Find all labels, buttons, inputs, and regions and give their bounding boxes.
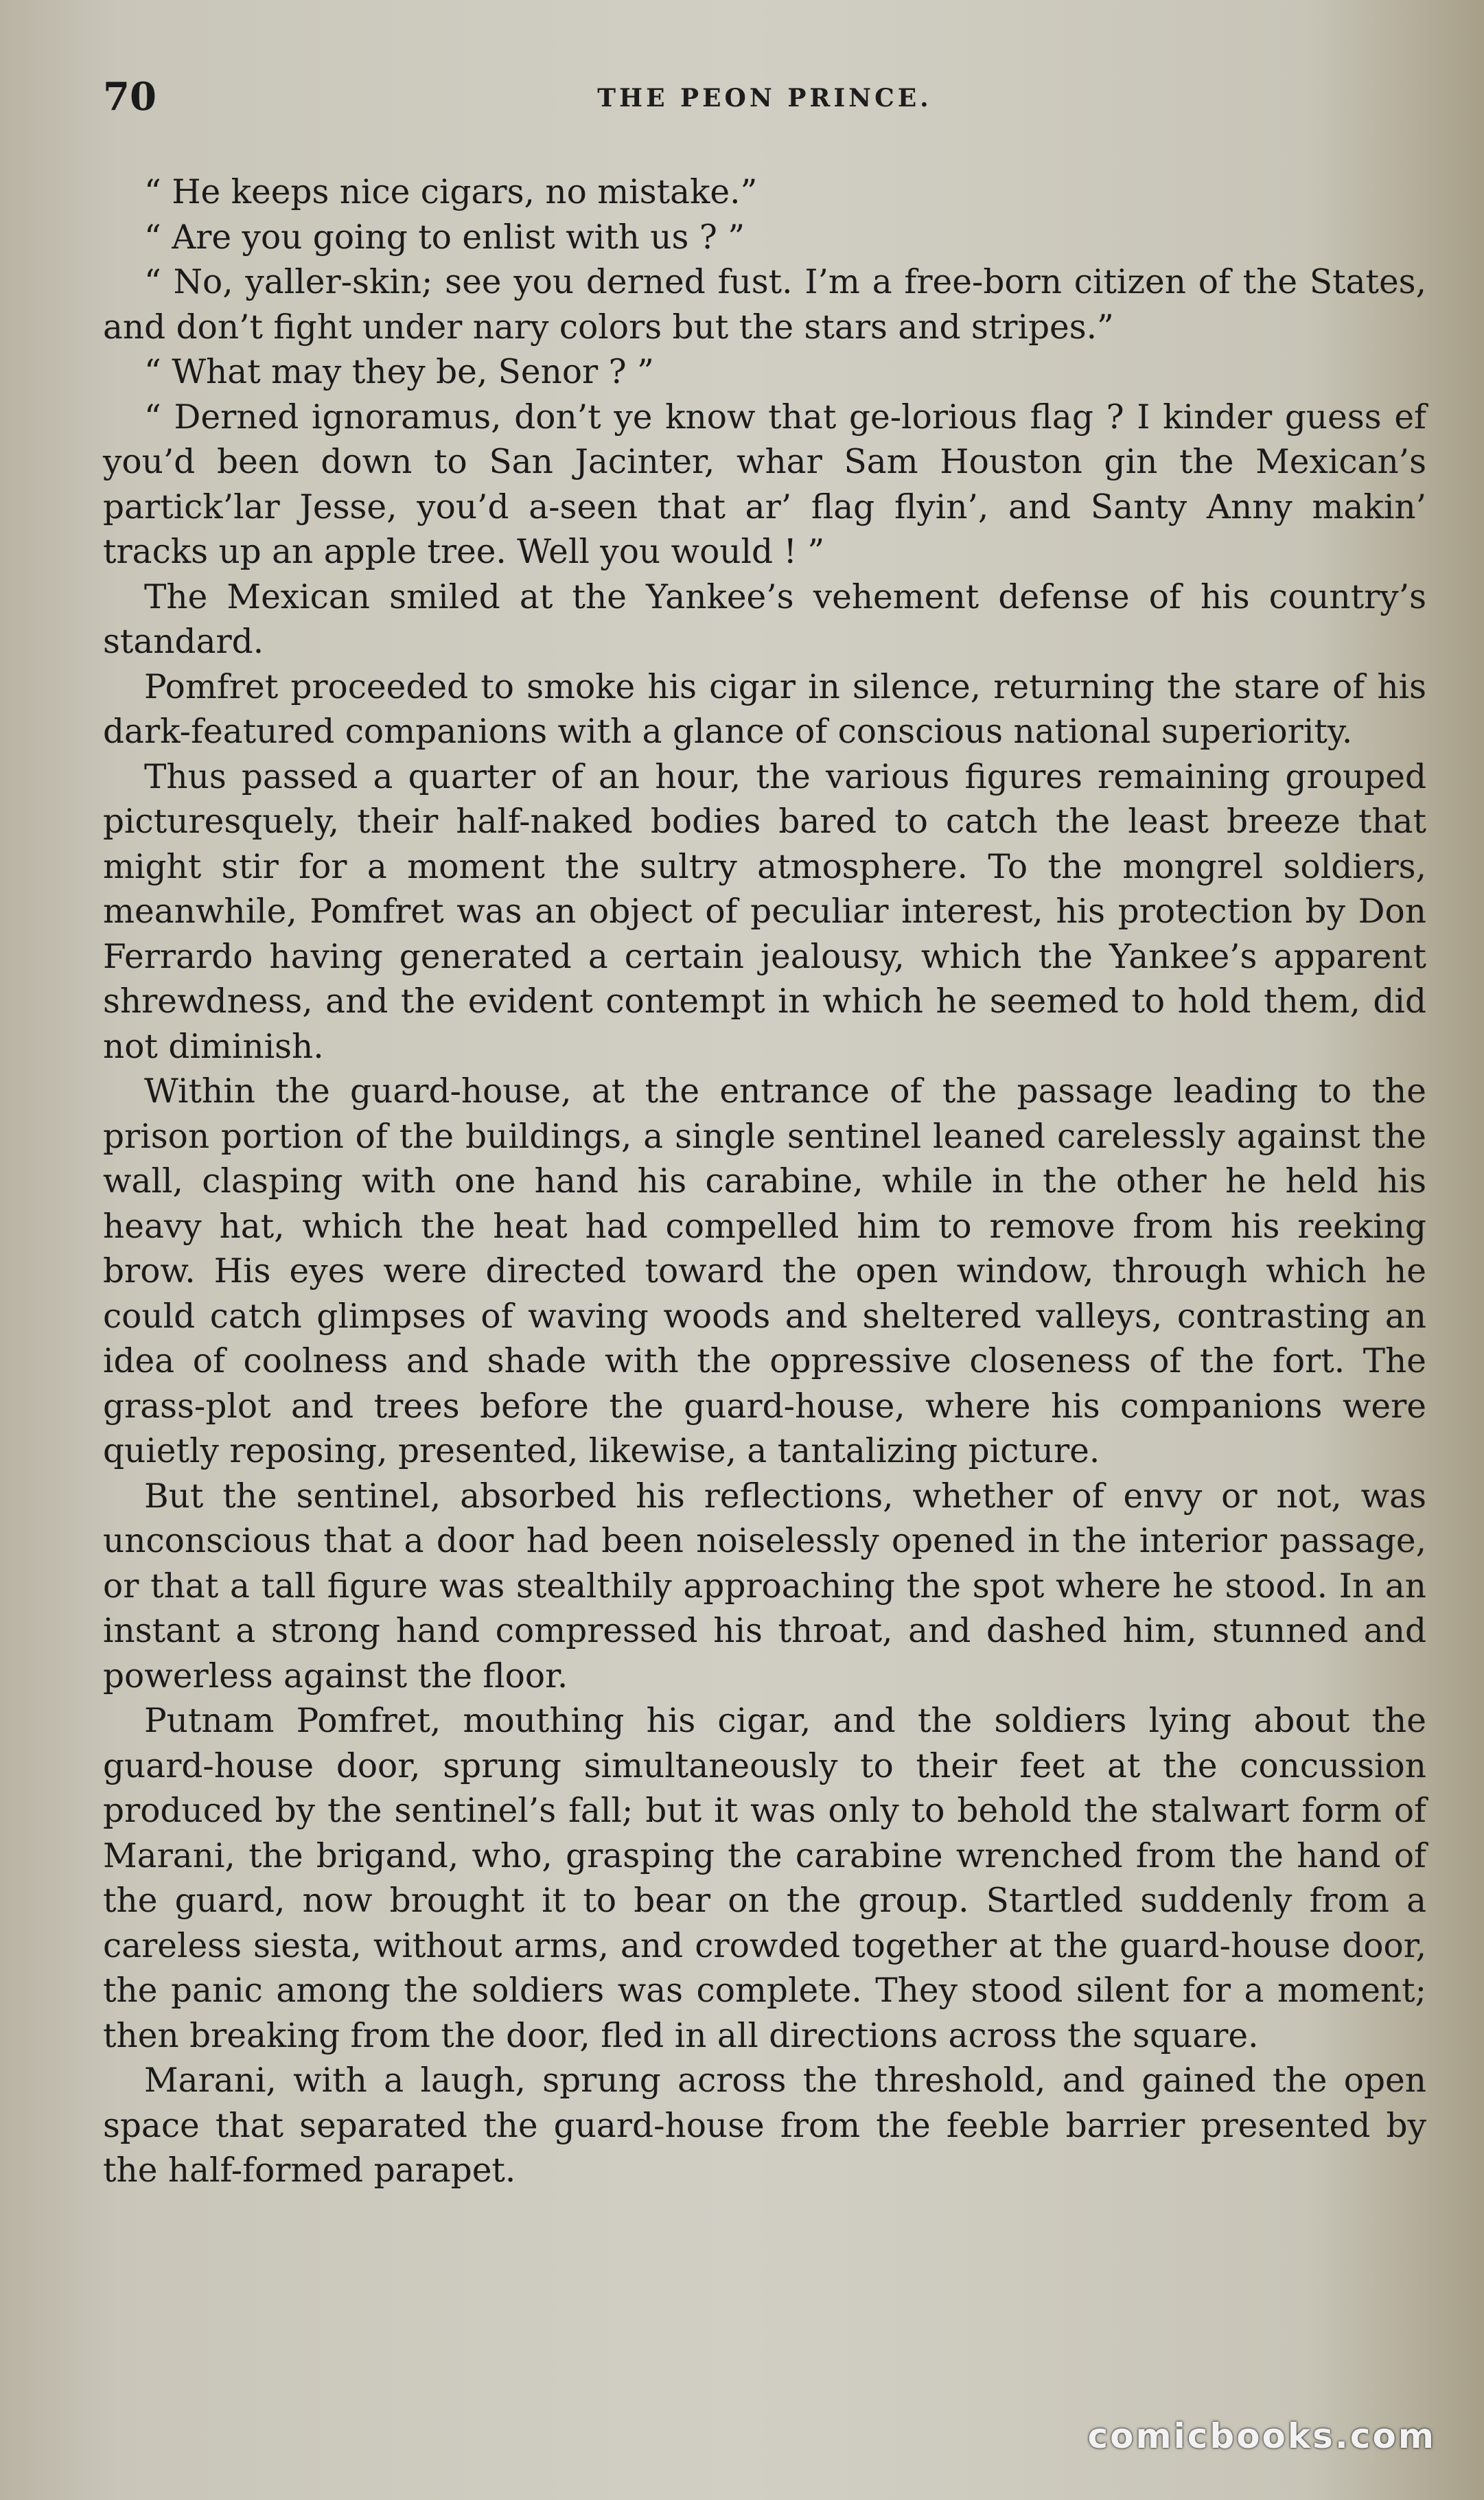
paragraph: “ What may they be, Senor ? ” bbox=[144, 353, 654, 391]
paragraph: “ He keeps nice cigars, no mistake.” bbox=[144, 173, 758, 211]
paragraph: Within the guard-house, at the entrance of the passage leading to the prison portion of the buildings, a single sentinel leaned carelessly against the wall, clasping with one hand his carabine, while in the other he held his heavy hat, which the heat had compelled him to remove from his reeking brow. His eyes were directed toward the open window, through which he could catch glimpses of waving woods and sheltered valleys, contrasting an idea of coolness and shade with the oppressive closeness of the fort. The grass-plot and trees before the guard-house, where his companions were quietly reposing, presented, likewise, a tantalizing picture. bbox=[103, 1072, 1426, 1470]
paragraph: But the sentinel, absorbed his reflections, whether of envy or not, was unconscious that a door had been noiselessly opened in the interior passage, or that a tall figure was stealthily approaching the spot where he stood. In an instant a strong hand compressed his throat, and dashed him, stunned and powerless against the floor. bbox=[103, 1477, 1426, 1695]
page-number: 70 bbox=[103, 74, 156, 119]
paragraph: Marani, with a laugh, sprung across the threshold, and gained the open space that separated the guard-house from the feeble barrier presented by the half-formed parapet. bbox=[103, 2061, 1426, 2190]
watermark: comicbooks.com bbox=[1087, 2416, 1436, 2456]
paragraph: “ Derned ignoramus, don’t ye know that ge-lorious flag ? I kinder guess ef you’d been down to San Jacinter, whar Sam Houston gin the Mexican’s partick’lar Jesse, you’d a-seen that ar’ flag flyin’, and Santy Anny makin’ tracks up an apple tree. Well you would ! ” bbox=[103, 397, 1426, 571]
paragraph: Pomfret proceeded to smoke his cigar in silence, returning the stare of his dark-featured companions with a glance of conscious national superiority. bbox=[103, 667, 1426, 751]
paragraph: Thus passed a quarter of an hour, the various figures remaining grouped picturesquely, their half-naked bodies bared to catch the least breeze that might stir for a moment the sultry atmosphere. To the mongrel soldiers, meanwhile, Pomfret was an object of peculiar interest, his protection by Don Ferrardo having generated a certain jealousy, which the Yankee’s apparent shrewdness, and the evident contempt in which he seemed to hold them, did not diminish. bbox=[103, 757, 1426, 1066]
paragraph: “ No, yaller-skin; see you derned fust. I’m a free-born citizen of the States, and don’t fight under nary colors but the stars and stripes.” bbox=[103, 263, 1426, 347]
running-head: THE PEON PRINCE. bbox=[597, 84, 932, 113]
page-header bbox=[103, 74, 1426, 122]
paragraph: Putnam Pomfret, mouthing his cigar, and the soldiers lying about the guard-house door, sprung simultaneously to their feet at the concussion produced by the sentinel’s fall; but it was only to behold the stalwart form of Marani, the brigand, who, grasping the carabine wrenched from the hand of the guard, now brought it to bear on the group. Startled suddenly from a careless siesta, without arms, and crowded together at the guard-house door, the panic among the soldiers was complete. They stood silent for a moment; then breaking from the door, fled in all directions across the square. bbox=[103, 1702, 1426, 2055]
paragraph: The Mexican smiled at the Yankee’s vehement defense of his country’s standard. bbox=[103, 577, 1426, 661]
paragraph: “ Are you going to enlist with us ? ” bbox=[144, 218, 745, 257]
body-text bbox=[103, 170, 1426, 2194]
